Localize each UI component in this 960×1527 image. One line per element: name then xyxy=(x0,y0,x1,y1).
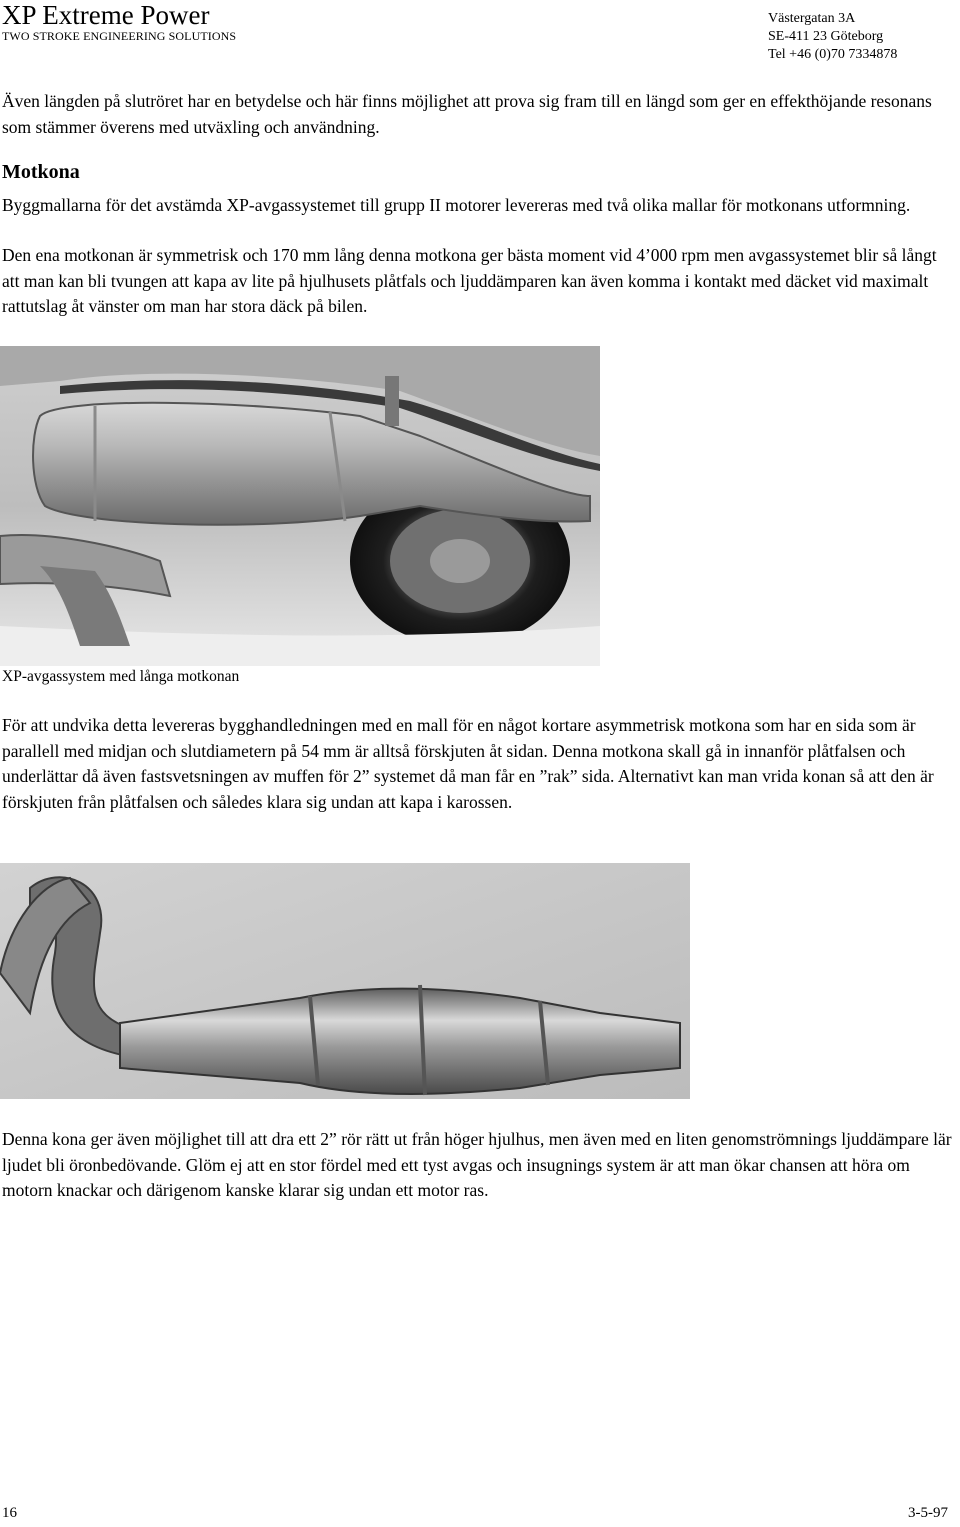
exhaust-under-car-photo xyxy=(0,346,600,666)
company-subtitle: TWO STROKE ENGINEERING SOLUTIONS xyxy=(2,29,237,43)
letterhead-left xyxy=(2,0,236,43)
address-street: Västergatan 3A xyxy=(768,11,856,26)
exhaust-pipe-photo xyxy=(0,863,690,1099)
address-phone: Tel +46 (0)70 7334878 xyxy=(768,47,898,62)
section-paragraph-1: Byggmallarna för det avstämda XP-avgassystemet till grupp II motorer levereras med två olika mallar för motkonans utformning. xyxy=(2,195,911,215)
footer-date: 3-5-97 xyxy=(908,1505,948,1521)
section-paragraph-2: Den ena motkonan är symmetrisk och 170 mm lång denna motkona ger bästa moment vid 4’000 rpm men avgassystemet blir så långt att man kan bli tvungen att kapa av lite på hjulhusets plåtfals och ljuddämparen kan även komma i kontakt med däcket vid maximalt rattutslag åt vänster om man har stora däck på bilen. xyxy=(2,245,937,316)
paragraph-after-photo1: För att undvika detta levereras bygghandledningen med en mall för en något kortare asymmetrisk motkona som har en sida som är parallell med midjan och slutdiametern på 54 mm är alltså förskjuten åt sidan. Denna motkona skall gå in innanför plåtfalsen och underlättar då även fastsvetsningen av muffen för 2” systemet då man får en ”rak” sida. Alternativt kan man vrida konan så att den är förskjuten från plåtfalsen och således klara sig undan att kapa i karossen. xyxy=(2,715,934,812)
page-number: 16 xyxy=(2,1505,17,1521)
company-name: XP Extreme Power xyxy=(2,0,210,30)
section-heading: Motkona xyxy=(2,161,80,183)
address-city: SE-411 23 Göteborg xyxy=(768,29,884,44)
letterhead-address xyxy=(768,10,897,64)
photo1-caption: XP-avgassystem med långa motkonan xyxy=(2,668,240,685)
intro-paragraph: Även längden på slutröret har en betydelse och här finns möjlighet att prova sig fram till en längd som ger en effekthöjande resonans som stämmer överens med utväxling och användning. xyxy=(2,91,932,137)
paragraph-after-photo2: Denna kona ger även möjlighet till att dra ett 2” rör rätt ut från höger hjulhus, men även med en liten genomströmnings ljuddämpare lär ljudet bli öronbedövande. Glöm ej att en stor fördel med ett tyst avgas och insugnings system är att man ökar chansen att höra om motorn knackar och därigenom kanske klarar sig undan ett motor ras. xyxy=(2,1129,952,1200)
